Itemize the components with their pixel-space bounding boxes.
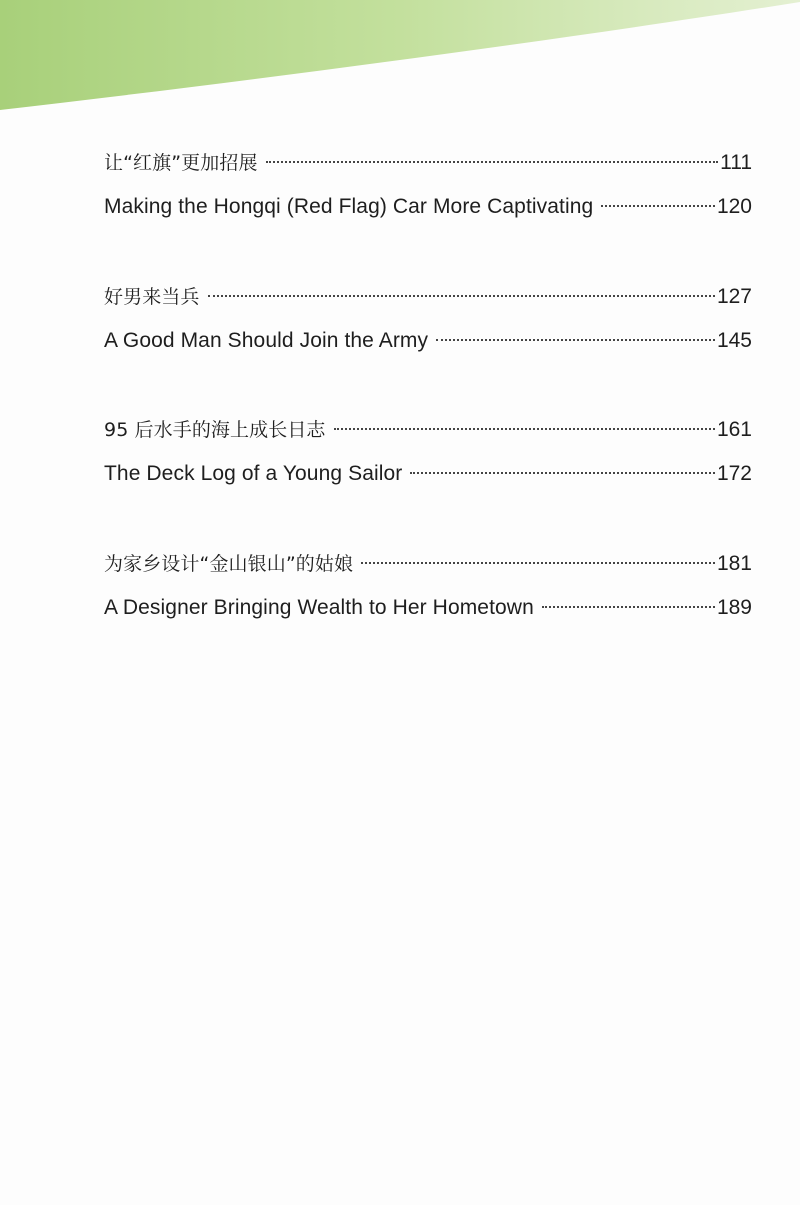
dot-leader <box>410 472 715 474</box>
toc-page-number: 161 <box>716 418 752 441</box>
dot-leader <box>334 428 715 430</box>
toc-group <box>104 141 752 229</box>
toc-group <box>104 542 752 630</box>
toc-entry-en[interactable] <box>104 452 752 496</box>
toc-group <box>104 408 752 496</box>
toc-page-number: 127 <box>716 285 752 308</box>
dot-leader <box>601 205 715 207</box>
toc-entry-zh[interactable] <box>104 408 752 452</box>
green-corner-band <box>0 0 800 120</box>
toc-entry-en[interactable] <box>104 185 752 229</box>
toc-entry-en[interactable] <box>104 319 752 363</box>
toc-entry-zh[interactable] <box>104 141 752 185</box>
toc-entry-title: 让“红旗”更加招展 <box>104 152 258 174</box>
toc-entry-title: 95 后水手的海上成长日志 <box>104 419 326 441</box>
toc-page-number: 120 <box>716 195 752 218</box>
toc-entry-title: The Deck Log of a Young Sailor <box>104 462 403 485</box>
toc-entry-title: Making the Hongqi (Red Flag) Car More Captivating <box>104 195 594 218</box>
toc-entry-title: A Good Man Should Join the Army <box>104 329 429 352</box>
dot-leader <box>542 606 715 608</box>
toc-entry-zh[interactable] <box>104 275 752 319</box>
toc-page-number: 111 <box>720 151 752 174</box>
toc-page-number: 145 <box>716 329 752 352</box>
dot-leader <box>266 161 718 163</box>
dot-leader <box>361 562 715 564</box>
toc-group <box>104 275 752 363</box>
toc-entry-zh[interactable] <box>104 542 752 586</box>
toc-page-number: 189 <box>716 596 752 619</box>
toc-entry-title: 为家乡设计“金山银山”的姑娘 <box>104 553 354 575</box>
toc-entry-en[interactable] <box>104 586 752 630</box>
toc-page-number: 172 <box>716 462 752 485</box>
dot-leader <box>208 295 715 297</box>
dot-leader <box>436 339 715 341</box>
toc-entry-title: 好男来当兵 <box>104 286 200 308</box>
toc-entry-title: A Designer Bringing Wealth to Her Hometown <box>104 596 534 619</box>
toc-page-number: 181 <box>716 552 752 575</box>
